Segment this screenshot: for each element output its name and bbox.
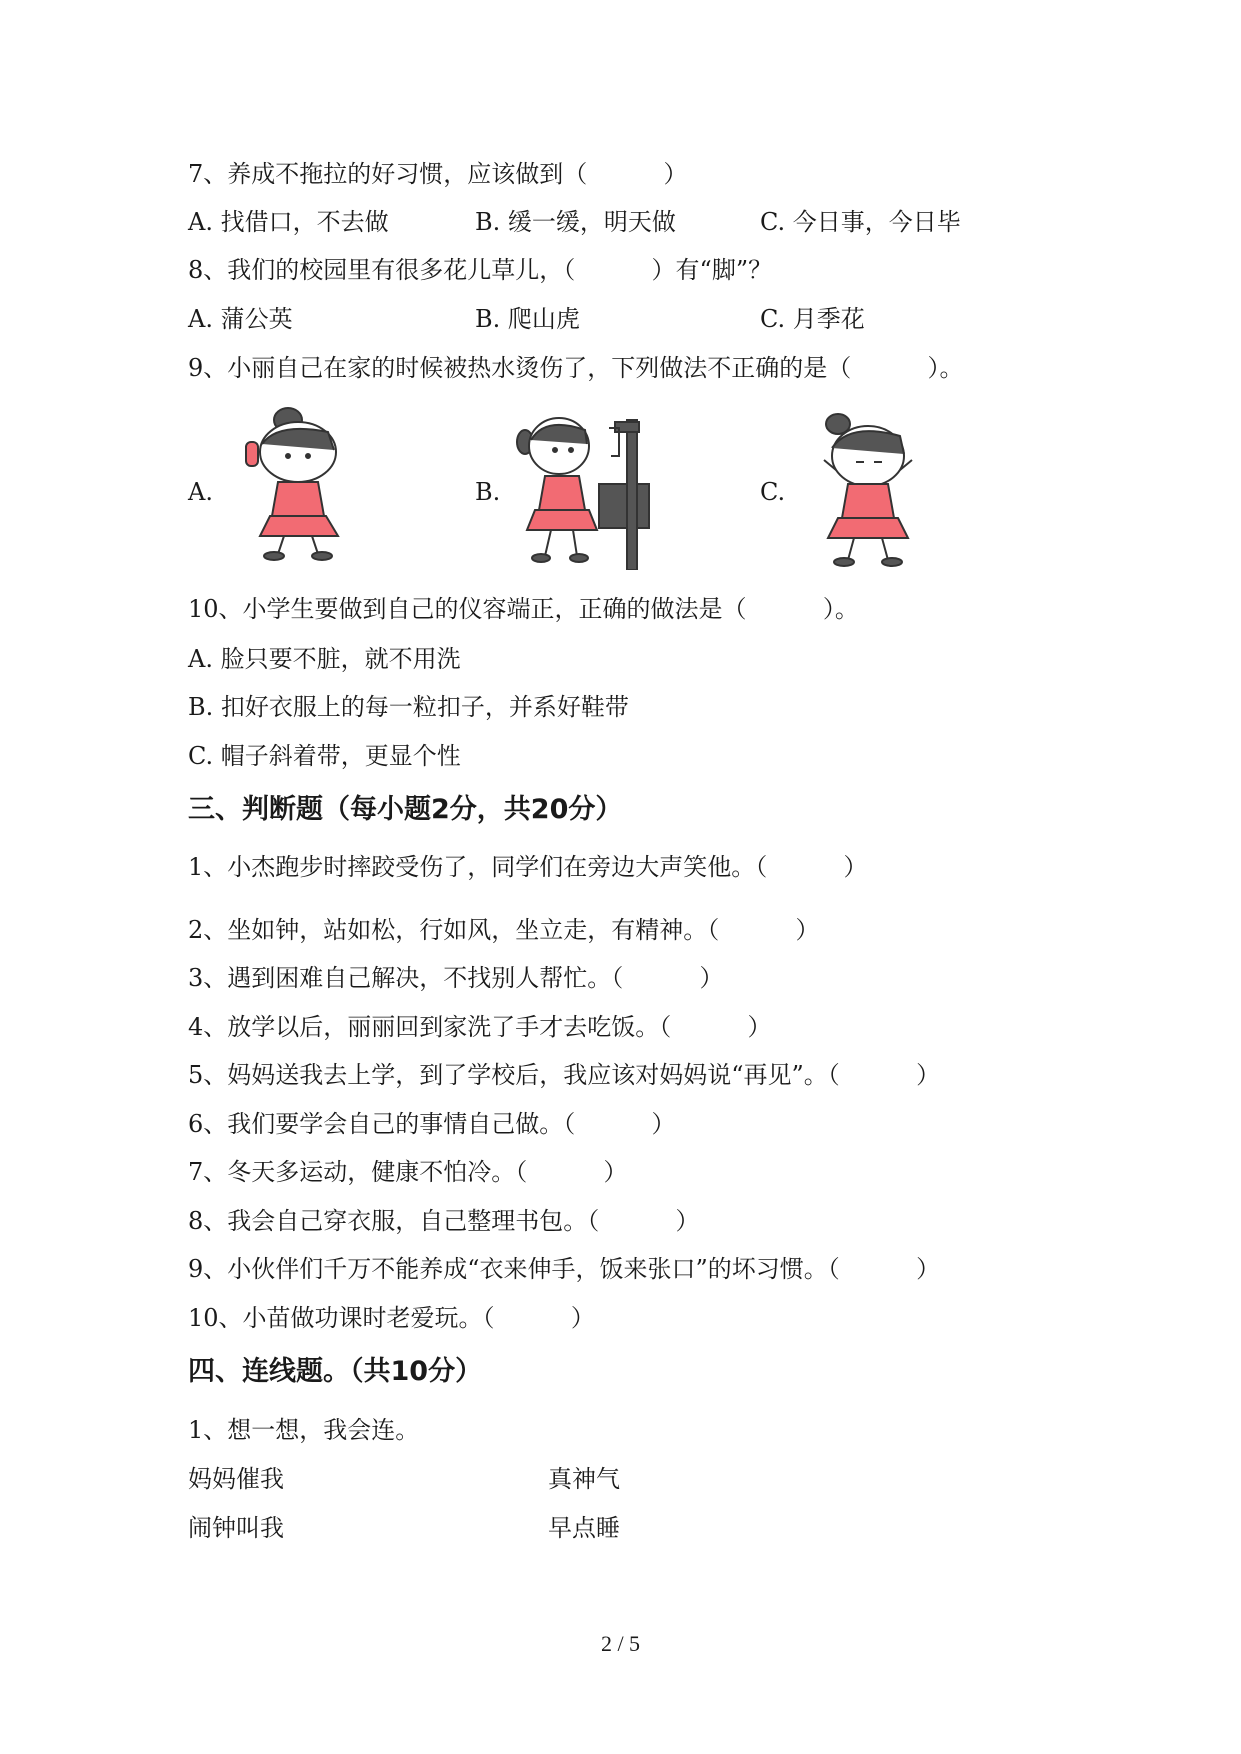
girl-at-faucet-illustration [515, 410, 665, 574]
q10-option-b: B. 扣好衣服上的每一粒扣子，并系好鞋带 [188, 693, 629, 721]
q9-option-c-label: C. [760, 478, 786, 506]
judgment-item-1: 1、小杰跑步时摔跤受伤了，同学们在旁边大声笑他。（ ） [188, 853, 868, 881]
question-7-stem: 7、养成不拖拉的好习惯，应该做到（ ） [188, 160, 688, 188]
q8-option-c: C. 月季花 [760, 305, 865, 333]
section-3-title: 三、判断题（每小题2分，共20分） [188, 794, 623, 825]
girl-crying-illustration [800, 410, 940, 574]
judgment-item-2: 2、坐如钟，站如松，行如风，坐立走，有精神。（ ） [188, 916, 820, 944]
q8-option-b: B. 爬山虎 [475, 305, 580, 333]
judgment-item-7: 7、冬天多运动，健康不怕冷。（ ） [188, 1158, 628, 1186]
q7-option-c: C. 今日事，今日毕 [760, 208, 961, 236]
q9-option-b-label: B. [475, 478, 501, 506]
question-9-stem: 9、小丽自己在家的时候被热水烫伤了，下列做法不正确的是（ ）。 [188, 354, 964, 382]
matching-question-1: 1、想一想，我会连。 [188, 1416, 420, 1444]
judgment-item-5: 5、妈妈送我去上学，到了学校后，我应该对妈妈说“再见”。（ ） [188, 1061, 941, 1089]
q9-option-a-label: A. [188, 478, 213, 506]
matching-right-1: 真神气 [548, 1465, 620, 1493]
judgment-item-8: 8、我会自己穿衣服，自己整理书包。（ ） [188, 1207, 700, 1235]
page-number: 2 / 5 [600, 1631, 641, 1656]
judgment-item-9: 9、小伙伴们千万不能养成“衣来伸手，饭来张口”的坏习惯。（ ） [188, 1255, 941, 1283]
girl-on-phone-illustration [228, 404, 368, 568]
matching-left-1: 妈妈催我 [188, 1465, 284, 1493]
judgment-item-4: 4、放学以后，丽丽回到家洗了手才去吃饭。（ ） [188, 1013, 772, 1041]
question-10-stem: 10、小学生要做到自己的仪容端正，正确的做法是（ ）。 [188, 595, 859, 623]
matching-right-2: 早点睡 [548, 1514, 620, 1542]
q7-option-a: A. 找借口，不去做 [188, 208, 389, 236]
question-8-stem: 8、我们的校园里有很多花儿草儿，（ ）有“脚”？ [188, 256, 773, 284]
matching-left-2: 闹钟叫我 [188, 1514, 284, 1542]
judgment-item-6: 6、我们要学会自己的事情自己做。（ ） [188, 1110, 676, 1138]
judgment-item-10: 10、小苗做功课时老爱玩。（ ） [188, 1304, 595, 1332]
judgment-item-3: 3、遇到困难自己解决，不找别人帮忙。（ ） [188, 964, 724, 992]
q10-option-a: A. 脸只要不脏，就不用洗 [188, 645, 461, 673]
q10-option-c: C. 帽子斜着带，更显个性 [188, 742, 461, 770]
q8-option-a: A. 蒲公英 [188, 305, 293, 333]
q7-option-b: B. 缓一缓，明天做 [475, 208, 676, 236]
section-4-title: 四、连线题。（共10分） [188, 1356, 483, 1387]
